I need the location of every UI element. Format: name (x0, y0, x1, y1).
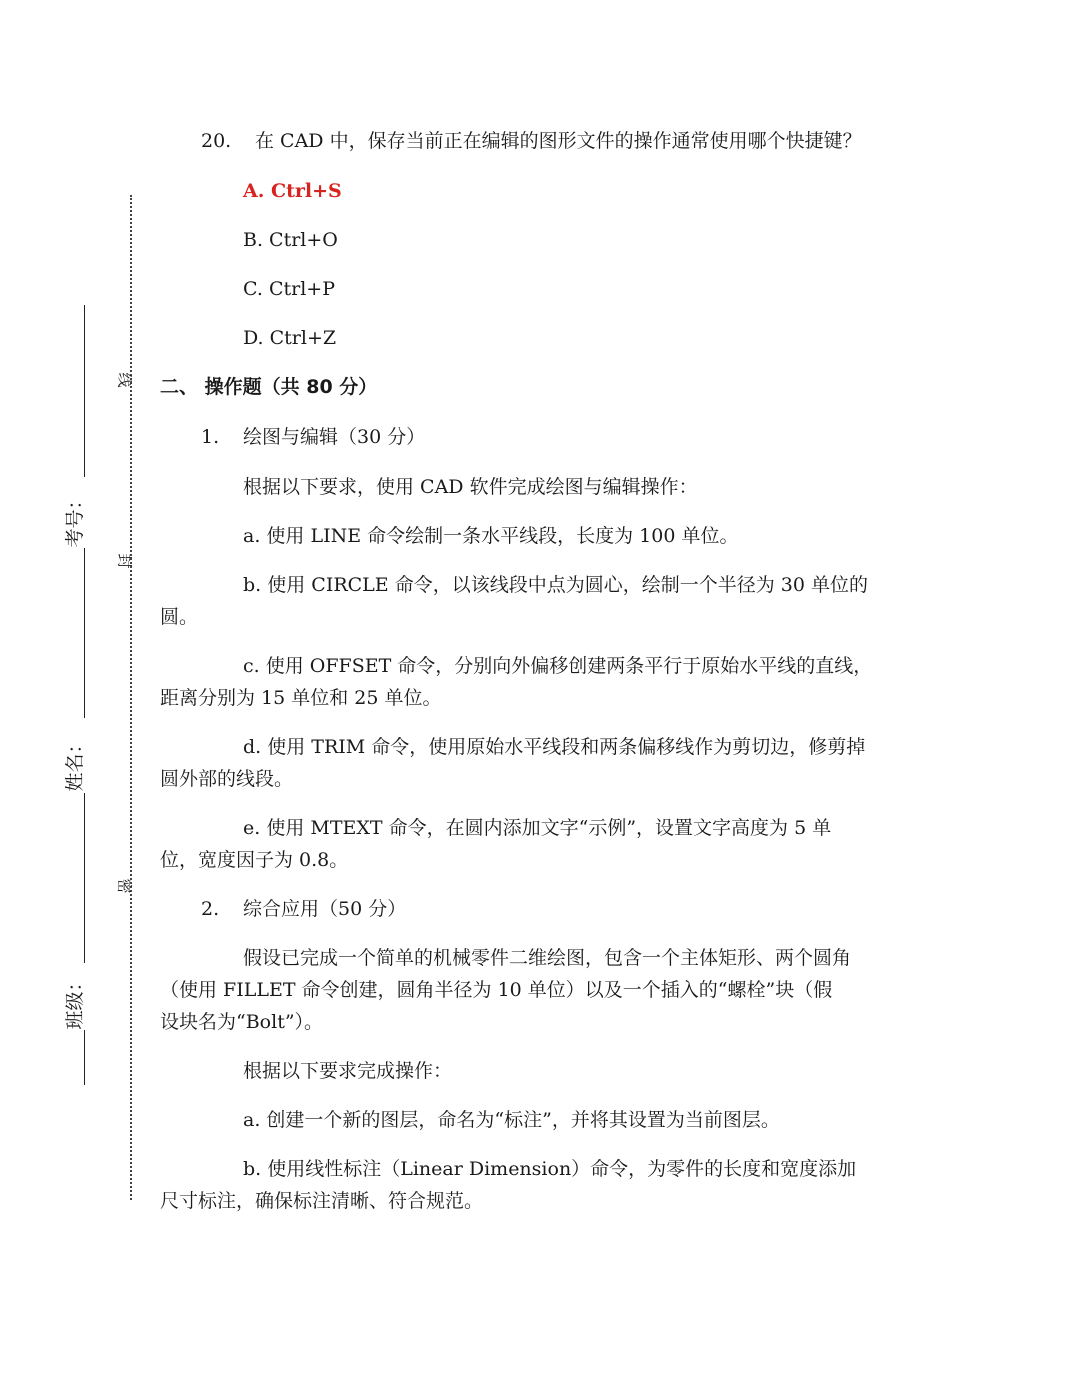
q1-intro: 根据以下要求，使用 CAD 软件完成绘图与编辑操作： (243, 476, 698, 498)
seal-char-xian: 线 (115, 372, 134, 388)
name-line-upper (84, 548, 85, 718)
q1-item-b-line2: 圆。 (160, 606, 199, 628)
class-line (84, 1030, 85, 1085)
q1-title: 绘图与编辑（30 分） (243, 426, 426, 448)
q1-item-d-line1: d. 使用 TRIM 命令，使用原始水平线段和两条偏移线作为剪切边，修剪掉 (243, 736, 866, 758)
option-a-correct: A. Ctrl+S (243, 180, 342, 202)
binding-dotted-line (130, 195, 132, 1200)
q2-title: 综合应用（50 分） (243, 898, 407, 920)
q1-item-c-line2: 距离分别为 15 单位和 25 单位。 (160, 687, 442, 709)
option-b: B. Ctrl+O (243, 229, 338, 251)
name-label: 姓名： (64, 734, 86, 792)
class-label: 班级： (64, 972, 86, 1030)
q2-item-b-line1: b. 使用线性标注（Linear Dimension）命令，为零件的长度和宽度添加 (243, 1158, 857, 1180)
q2-number: 2. (201, 898, 220, 920)
q2-item-b-line2: 尺寸标注，确保标注清晰、符合规范。 (160, 1190, 484, 1212)
question-number: 20. (201, 130, 232, 152)
seal-char-feng: 封 (115, 553, 134, 569)
q2-para-line3: 设块名为“Bolt”）。 (160, 1011, 324, 1033)
q1-number: 1. (201, 426, 220, 448)
option-c: C. Ctrl+P (243, 278, 335, 300)
exam-number-line (84, 305, 85, 477)
q1-item-a: a. 使用 LINE 命令绘制一条水平线段，长度为 100 单位。 (243, 525, 739, 547)
q1-item-d-line2: 圆外部的线段。 (160, 768, 294, 790)
q1-item-e-line2: 位，宽度因子为 0.8。 (160, 849, 349, 871)
q2-intro: 根据以下要求完成操作： (243, 1060, 453, 1082)
exam-number-label: 考号： (64, 490, 86, 548)
question-text: 在 CAD 中，保存当前正在编辑的图形文件的操作通常使用哪个快捷键？ (255, 130, 862, 152)
q1-item-b-line1: b. 使用 CIRCLE 命令，以该线段中点为圆心，绘制一个半径为 30 单位的 (243, 574, 868, 596)
q2-para-line2: （使用 FILLET 命令创建，圆角半径为 10 单位）以及一个插入的“螺栓”块（假 (160, 979, 833, 1001)
q2-para-line1: 假设已完成一个简单的机械零件二维绘图，包含一个主体矩形、两个圆角 (243, 947, 852, 969)
section-title: 二、 操作题（共 80 分） (160, 376, 378, 398)
q1-item-e-line1: e. 使用 MTEXT 命令，在圆内添加文字“示例”，设置文字高度为 5 单 (243, 817, 832, 839)
name-line-lower (84, 793, 85, 963)
q1-item-c-line1: c. 使用 OFFSET 命令，分别向外偏移创建两条平行于原始水平线的直线， (243, 655, 873, 677)
option-d: D. Ctrl+Z (243, 327, 337, 349)
q2-item-a: a. 创建一个新的图层，命名为“标注”，并将其设置为当前图层。 (243, 1109, 780, 1131)
seal-char-mi: 密 (115, 878, 134, 894)
